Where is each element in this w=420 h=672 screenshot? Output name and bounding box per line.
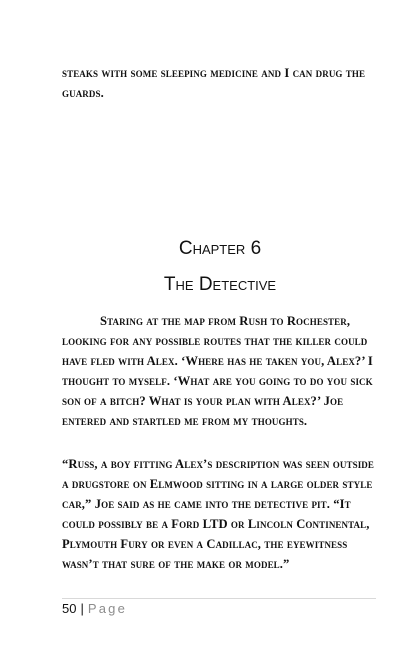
body-paragraph-continued: steaks with some sleeping medicine and I can drug the guards. bbox=[62, 66, 366, 100]
chapter-subtitle: The Detective bbox=[163, 274, 277, 295]
body-paragraph: Staring at the map from Rush to Rochester, looking for any possible routes that the killer could have fled with Alex. ‘Where has he taken you, Alex?’ I thought to myself. ‘What are you going to do you sick son of a bitch? What is your plan with Alex?’ Joe entered and startled me from my thoughts. bbox=[62, 314, 373, 428]
page-footer bbox=[62, 600, 127, 618]
page-label: Page bbox=[87, 601, 128, 616]
page-number: 50 bbox=[62, 601, 77, 616]
footer-separator: | bbox=[80, 601, 84, 616]
footer-divider bbox=[62, 598, 376, 599]
body-paragraph: “Russ, a boy fitting Alex’s description was seen outside a drugstore on Elmwood sitting in a large older style car,” Joe said as he came into the detective pit. “It could possibly be a Ford LTD or Lincoln Continental, Plymouth Fury or even a Cadillac, the eyewitness wasn’t that sure of the make or model.” bbox=[62, 457, 374, 571]
chapter-title: Chapter 6 bbox=[178, 238, 262, 259]
